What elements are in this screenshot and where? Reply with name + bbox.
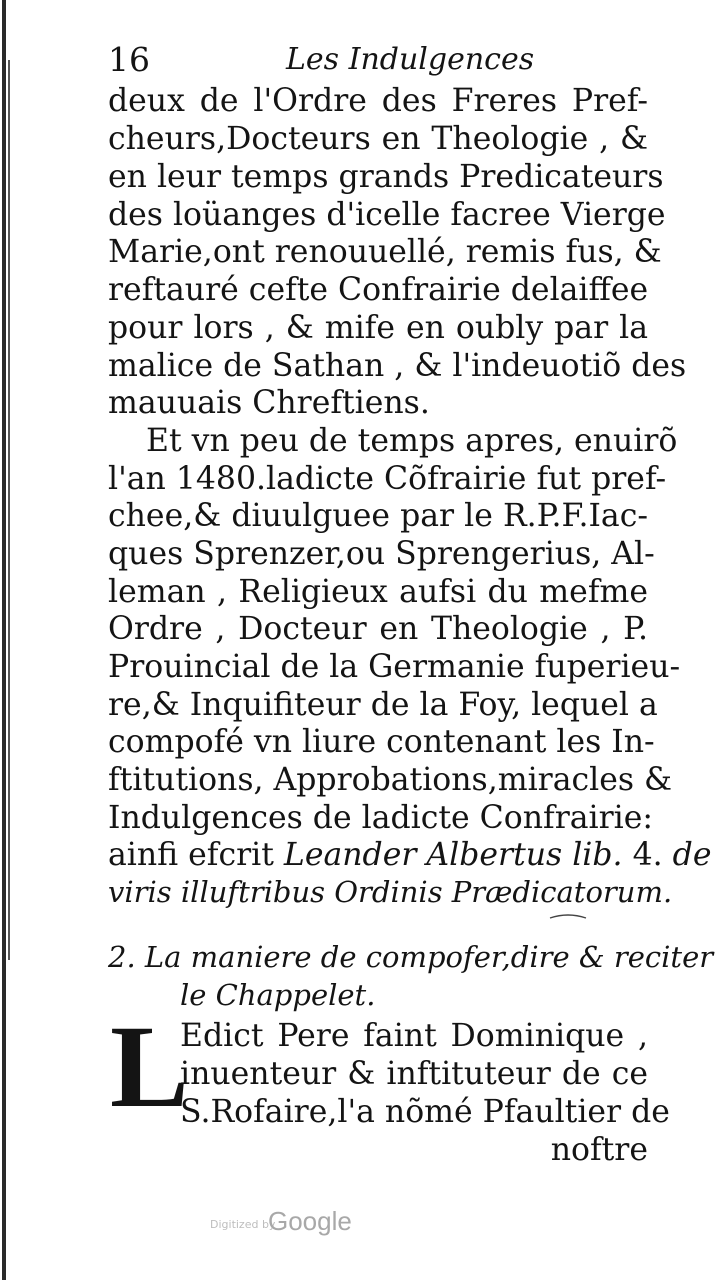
watermark-small: Digitized by [210,1218,276,1231]
page-number: 16 [108,40,150,79]
drop-cap: L [110,1001,189,1132]
text-line: en leur temps grands Predicateurs [108,159,664,195]
text-line: Et vn peu de temps apres, enuirõ [146,423,678,459]
running-head [108,40,538,80]
section-heading-cont: le Chappelet. [180,978,376,1012]
text-line: Prouincial de la Germanie fuperieu- [108,649,681,685]
text-line: Ordre , Docteur en Theologie , P. [108,611,648,647]
citation-line [108,836,712,874]
text-line: Edict Pere faint Dominique , [180,1018,648,1054]
text-line: deux de l'Ordre des Freres Pref- [108,83,648,119]
text-line: des loüanges d'icelle facree Vierge [108,197,666,233]
text-line: compofé vn liure contenant les In- [108,724,655,760]
text-line: cheurs,Docteurs en Theologie , & [108,121,648,157]
text-line: inuenteur & inftituteur de ce [180,1056,648,1092]
text-line: chee,& diuulguee par le R.P.F.Iac- [108,498,648,534]
text-line: malice de Sathan , & l'indeuotiõ des [108,348,687,384]
text-line: Indulgences de ladicte Confrairie: [108,800,653,836]
running-title: Les Indulgences [286,42,535,77]
text-line: re,& Inquifiteur de la Foy, lequel a [108,687,658,723]
ink-mark [548,910,588,924]
text-line: reftauré cefte Confrairie delaiffee [108,272,649,308]
citation-de: de [672,837,712,873]
watermark-brand: Google [268,1206,352,1236]
text-line: ques Sprenzer,ou Sprengerius, Al- [108,536,655,572]
text-line: mauuais Chreftiens. [108,385,430,421]
text-line: l'an 1480.ladicte Cõfrairie fut pref- [108,461,667,497]
text-line: S.Rofaire,l'a nõmé Pfaultier de [180,1094,670,1130]
citation-author: Leander Albertus lib. [283,837,623,873]
text-line: ftitutions, Approbations,miracles & [108,762,673,798]
digitizer-watermark [210,1208,370,1238]
page-edge-shadow [0,0,14,1280]
text-line: leman , Religieux aufsi du mefme [108,574,648,610]
catchword: noftre [550,1132,648,1168]
text-line: pour lors , & mife en oubly par la [108,310,648,346]
citation-book: 4. [632,837,663,873]
section-heading: 2. La maniere de compofer,dire & reciter [108,940,714,974]
citation-line: viris illuftribus Ordinis Prædicatorum. [108,875,673,909]
text-line: Marie,ont renouuellé, remis fus, & [108,234,662,270]
text-fragment: ainfi efcrit [108,837,274,873]
